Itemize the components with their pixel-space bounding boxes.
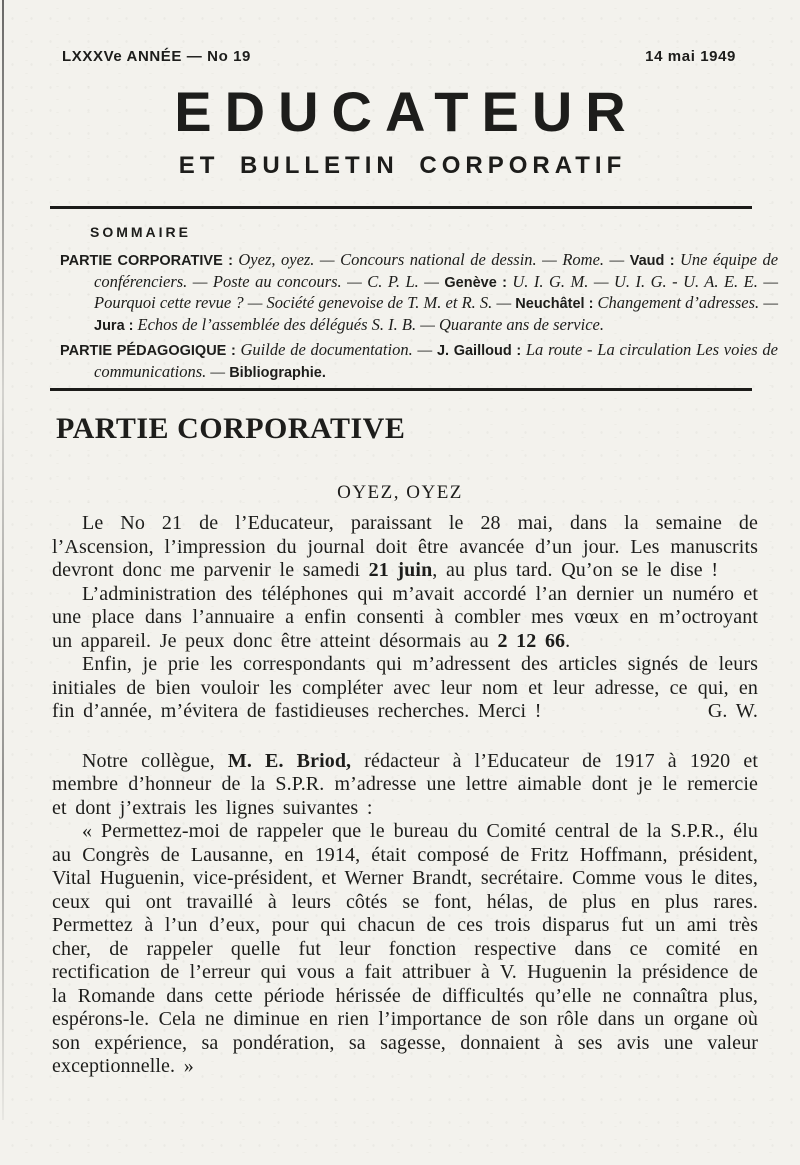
paragraph-correspondants bbox=[52, 653, 758, 724]
issue-date: 14 mai 1949 bbox=[645, 48, 736, 65]
sommaire-label-bibliographie: Bibliographie. bbox=[229, 364, 326, 381]
person-name: M. E. Briod, bbox=[227, 749, 352, 772]
paragraph-briod-letter bbox=[52, 820, 758, 1079]
divider-rule-top bbox=[50, 206, 752, 209]
section-heading: PARTIE CORPORATIVE bbox=[56, 412, 406, 445]
issue-number: LXXXVe ANNÉE — No 19 bbox=[62, 48, 251, 65]
body-text: rédacteur à l’Educateur de 1917 à 1920 et membre d’honneur de la S.P.R. m’adresse une lettre aimable dont je le remercie et dont j’extrais les lignes suivantes : bbox=[52, 749, 758, 819]
issue-header bbox=[62, 48, 736, 65]
body-text: « Permettez-moi de rappeler que le bureau du Comité central de la S.P.R., élu au Congrès de Lausanne, en 1914, était composé de Fritz Hoffmann, président, Vital Huguenin, vice-président, et Werner Brandt, secrétaire. Comme vous le dites, ceux qui ont travaillé à leurs côtés se font, hélas, de plus en plus rares. Permettez à l’un d’eux, pour qui chacun de ces trois disparus fut un ami très cher, de rappeler quelle fut leur fonction respective dans ce comité en rectification de l’erreur qui vous a fait attribuer à V. Huguenin la présidence de la Romande dans cette période hérissée de difficultés qu’elle ne connaîtra plus, espérons-le. Cela ne diminue en rien l’importance de son rôle dans un organe où son expérience, sa pondération, sa sagesse, donnaient à ses avis une valeur exceptionnelle. » bbox=[52, 820, 758, 1077]
article-subhead: OYEZ, OYEZ bbox=[337, 482, 463, 503]
sommaire-text: Changement d’adresses. — bbox=[597, 293, 778, 312]
paragraph-briod-intro bbox=[52, 750, 758, 821]
body-text: L’administration des téléphones qui m’avait accordé l’an dernier un numéro et une place dans l’annuaire a enfin consenti à combler mes vœux en m’octroyant un appareil. Je peux donc être atteint désormais au bbox=[52, 582, 758, 652]
phone-number: 2 12 66 bbox=[497, 629, 566, 652]
journal-title: EDUCATEUR bbox=[174, 80, 639, 143]
sommaire-label-pedagogique: PARTIE PÉDAGOGIQUE : bbox=[60, 343, 241, 359]
author-initials: G. W. bbox=[707, 700, 758, 722]
sommaire-label-vaud: Vaud : bbox=[629, 253, 680, 269]
sommaire-label-corporative: PARTIE CORPORATIVE : bbox=[60, 253, 239, 269]
sommaire-label-neuchatel: Neuchâtel : bbox=[515, 296, 598, 312]
sommaire-heading: SOMMAIRE bbox=[90, 224, 191, 240]
sommaire-label-gailloud: J. Gailloud : bbox=[436, 343, 526, 359]
body-text: Le No 21 de l’Educateur, paraissant le 28 mai, dans la semaine de l’Ascension, l’impression du journal doit être avancée d’un jour. Les manuscrits devront donc me parvenir le samedi bbox=[52, 512, 758, 581]
paragraph-telephone bbox=[52, 583, 758, 654]
divider-rule-bottom bbox=[50, 388, 752, 391]
sommaire-text: U. I. G. M. — U. I. G. - U. A. E. E. — Pourquoi cette revue ? — Société genevoise de T. M. et R. S. — bbox=[94, 271, 779, 312]
body-text: , au plus tard. Qu’on se le dise ! bbox=[432, 559, 719, 581]
sommaire-text: Une équipe de conférenciers. — Poste au concours. — C. P. L. — bbox=[94, 250, 779, 291]
body-text: . bbox=[565, 629, 571, 652]
article-body bbox=[52, 512, 758, 1079]
body-text: Notre collègue, bbox=[82, 749, 228, 772]
sommaire-entry-corporative bbox=[60, 250, 778, 336]
paragraph-deadline bbox=[52, 512, 758, 583]
body-text-bold: 21 juin bbox=[368, 559, 433, 581]
sommaire-text: Echos de l’assemblée des délégués S. I. B. — Quarante ans de service. bbox=[137, 314, 604, 334]
sommaire-entry-pedagogique bbox=[60, 340, 778, 383]
sommaire-text: Guilde de documentation. — bbox=[240, 340, 437, 359]
sommaire-label-geneve: Genève : bbox=[444, 274, 513, 291]
journal-subtitle: ET BULLETIN CORPORATIF bbox=[178, 152, 627, 179]
body-text: Enfin, je prie les correspondants qui m’adressent des articles signés de leurs initiales de bien vouloir les compléter avec leur nom et leur adresse, ce qui, en fin d’année, m’évitera de fastidieuses recherches. Merci ! bbox=[52, 653, 758, 722]
sommaire-label-jura: Jura : bbox=[94, 317, 138, 334]
masthead bbox=[0, 80, 800, 180]
sommaire-text: La route - La circulation Les voies de communications. — bbox=[94, 340, 778, 381]
sommaire-text: Oyez, oyez. — Concours national de dessin. — Rome. — bbox=[238, 250, 630, 269]
